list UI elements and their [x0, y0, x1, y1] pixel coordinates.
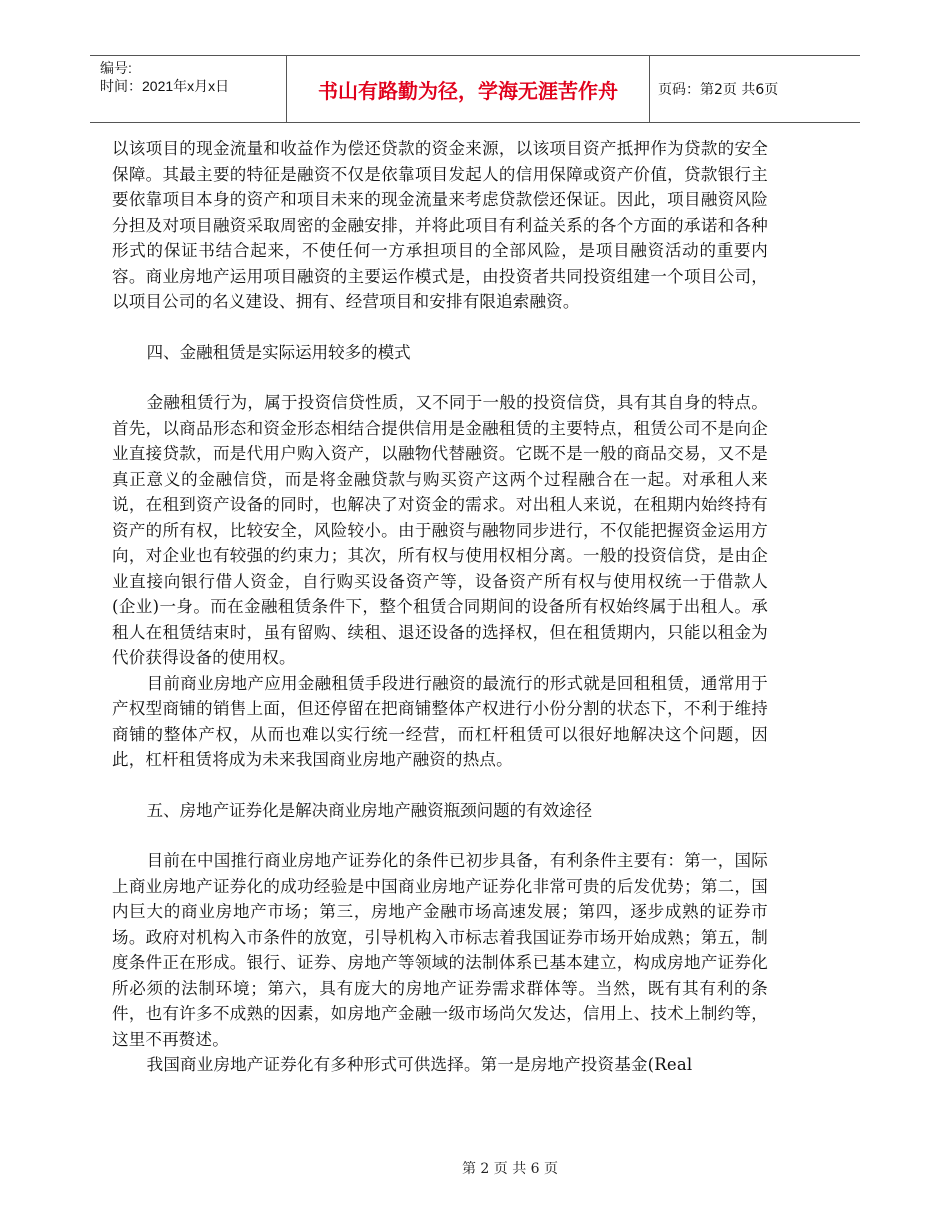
header-meta [90, 56, 286, 122]
paragraph-financial-leasing: 金融租赁行为，属于投资信贷性质，又不同于一般的投资信贷，具有其自身的特点。首先，以商品形态和资金形态相结合提供信用是金融租赁的主要特点，租赁公司不是向企业直接贷款，而是代用户购入资产，以融物代替融资。它既不是一般的商品交易，又不是真正意义的金融信贷，而是将金融贷款与购买资产这两个过程融合在一起。对承租人来说，在租到资产设备的同时，也解决了对资金的需求。对出租人来说，在租期内始终持有资产的所有权，比较安全，风险较小。由于融资与融物同步进行，不仅能把握资金运用方向，对企业也有较强的约束力；其次，所有权与使用权相分离。一般的投资信贷，是由企业直接向银行借人资金，自行购买设备资产等，设备资产所有权与使用权统一于借款人(企业)一身。而在金融租赁条件下，整个租赁合同期间的设备所有权始终属于出租人。承租人在租赁结束时，虽有留购、续租、退还设备的选择权，但在租赁期内，只能以租金为代价获得设备的使用权。 [112, 393, 768, 667]
document-number-label: 编号: [100, 60, 132, 76]
section-heading-4: 四、金融租赁是实际运用较多的模式 [146, 342, 411, 362]
paragraph-leaseback: 目前商业房地产应用金融租赁手段进行融资的最流行的形式就是回租租赁，通常用于产权型商铺的销售上面，但还停留在把商铺整体产权进行小份分割的状态下，不利于维持商铺的整体产权，从而也难以实行统一经营，而杠杆租赁可以很好地解决这个问题，因此，杠杆租赁将成为未来我国商业房地产融资的热点。 [112, 673, 768, 769]
document-body [112, 136, 768, 1078]
paragraph-securitization-conditions: 目前在中国推行商业房地产证券化的条件已初步具备，有利条件主要有：第一，国际上商业房地产证券化的成功经验是中国商业房地产证券化非常可贵的后发优势；第二，国内巨大的商业房地产市场；第三，房地产金融市场高速发展；第四，逐步成熟的证券市场。政府对机构入市条件的放宽，引导机构入市标志着我国证券市场开始成熟；第五，制度条件正在形成。银行、证券、房地产等领域的法制体系已基本建立，构成房地产证券化所必须的法制环境；第六，具有庞大的房地产证券需求群体等。当然，既有其有利的条件，也有许多不成熟的因素，如房地产金融一级市场尚欠发达，信用上、技术上制约等，这里不再赘述。 [112, 851, 768, 1049]
page-footer: 第 2 页 共 6 页 [461, 1161, 559, 1177]
page-header [90, 55, 860, 123]
paragraph-securitization-forms: 我国商业房地产证券化有多种形式可供选择。第一是房地产投资基金(Real [146, 1055, 693, 1074]
header-motto: 书山有路勤为径，学海无涯苦作舟 [286, 56, 650, 122]
section-heading-5: 五、房地产证券化是解决商业房地产融资瓶颈问题的有效途径 [146, 800, 593, 820]
document-time: 时间：2021年x月x日 [100, 78, 230, 94]
paragraph-project-financing: 以该项目的现金流量和收益作为偿还贷款的资金来源，以该项目资产抵押作为贷款的安全保障。其最主要的特征是融资不仅是依靠项目发起人的信用保障或资产价值，贷款银行主要依靠项目本身的资产和项目未来的现金流量来考虑贷款偿还保证。因此，项目融资风险分担及对项目融资采取周密的金融安排，并将此项目有利益关系的各个方面的承诺和各种形式的保证书结合起来，不使任何一方承担项目的全部风险，是项目融资活动的重要内容。商业房地产运用项目融资的主要运作模式是，由投资者共同投资组建一个项目公司，以项目公司的名义建设、拥有、经营项目和安排有限追索融资。 [112, 139, 768, 311]
header-page-info: 页码：第2页 共6页 [658, 82, 779, 98]
